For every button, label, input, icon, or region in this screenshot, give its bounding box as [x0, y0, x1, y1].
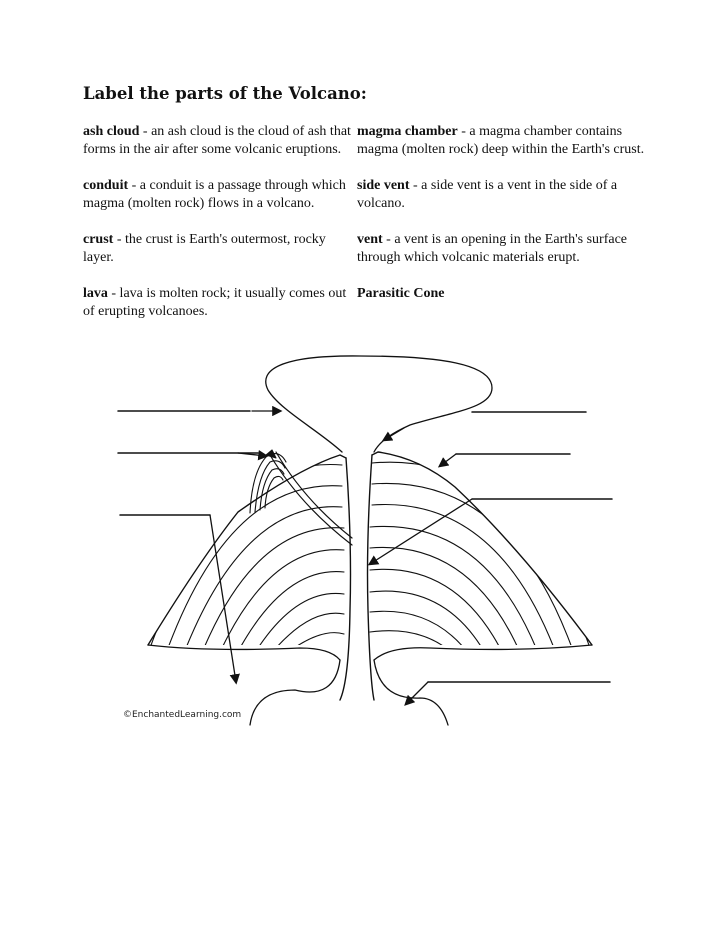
term: side vent	[357, 178, 410, 193]
definition-crust	[83, 231, 357, 267]
term: Parasitic Cone	[357, 286, 445, 301]
definition-side-vent	[357, 177, 653, 213]
definition-magma-chamber	[357, 123, 653, 159]
term: conduit	[83, 178, 129, 193]
copyright-text: ©EnchantedLearning.com	[123, 710, 242, 720]
definition-vent	[357, 231, 653, 267]
definitions-grid	[83, 123, 653, 321]
description: - an ash cloud is the cloud of ash that forms in the air after some volcanic eruptions.	[83, 124, 351, 157]
term: lava	[83, 286, 108, 301]
ash-cloud	[266, 356, 492, 452]
description: - lava is molten rock; it usually comes out of erupting volcanoes.	[83, 286, 347, 319]
term: crust	[83, 232, 114, 247]
conduit	[340, 455, 374, 700]
label-lines	[118, 411, 612, 682]
description: - a side vent is a vent in the side of a volcano.	[357, 178, 618, 211]
definition-lava	[83, 285, 357, 321]
definition-parasitic-cone	[357, 285, 653, 321]
page-title: Label the parts of the Volcano:	[83, 84, 367, 103]
term: vent	[357, 232, 383, 247]
description: - the crust is Earth's outermost, rocky layer.	[83, 232, 326, 265]
volcano-diagram	[110, 355, 620, 730]
definition-ash-cloud	[83, 123, 357, 159]
description: - a magma chamber contains magma (molten rock) deep within the Earth's crust.	[357, 124, 645, 157]
term: magma chamber	[357, 124, 458, 139]
term: ash cloud	[83, 124, 140, 139]
description: - a vent is an opening in the Earth's surface through which volcanic materials erupt.	[357, 232, 628, 265]
description: - a conduit is a passage through which magma (molten rock) flows in a volcano.	[83, 178, 346, 211]
definition-conduit	[83, 177, 357, 213]
